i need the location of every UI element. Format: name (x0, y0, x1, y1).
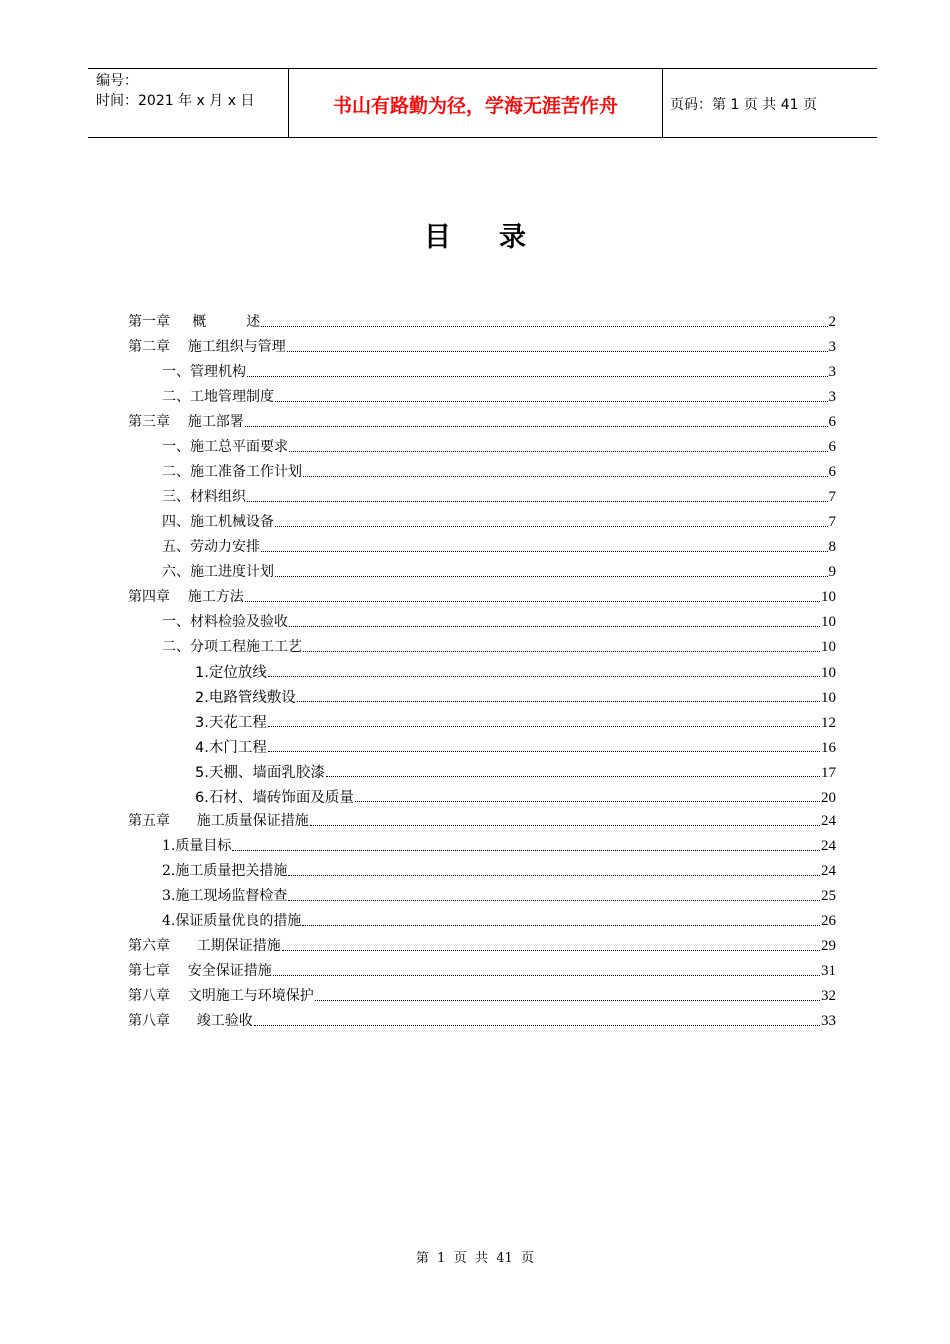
toc-entry-label: 第二章 施工组织与管理 (128, 339, 286, 355)
toc-entry-page: 6 (828, 464, 836, 480)
toc-entry-label: 5.天棚、墙面乳胶漆 (195, 765, 325, 781)
page-title: 目录 (424, 222, 574, 253)
toc-entry-chapter-8[interactable] (128, 985, 836, 1007)
header-page-cell (662, 69, 877, 137)
toc-entry-page: 32 (821, 988, 836, 1004)
toc-entry-section[interactable] (162, 561, 836, 583)
toc-entry-subsection[interactable] (195, 786, 836, 808)
toc-leader-dots (268, 751, 820, 752)
toc-leader-dots (232, 850, 820, 851)
toc-entry-label: 四、施工机械设备 (162, 514, 274, 530)
toc-leader-dots (326, 776, 820, 777)
toc-leader-dots (303, 476, 828, 477)
toc-entry-section[interactable] (162, 885, 836, 907)
document-number-label: 编号： (96, 73, 138, 89)
toc-entry-section[interactable] (162, 361, 836, 383)
toc-entry-label: 一、材料检验及验收 (162, 614, 288, 630)
toc-leader-dots (247, 376, 828, 377)
toc-entry-chapter-4[interactable] (128, 586, 836, 608)
toc-entry-page: 33 (821, 1013, 836, 1029)
toc-leader-dots (275, 576, 828, 577)
toc-entry-page: 10 (821, 690, 836, 706)
toc-entry-page: 7 (828, 489, 836, 505)
toc-entry-page: 10 (821, 614, 836, 630)
toc-entry-subsection[interactable] (195, 711, 836, 733)
toc-leader-dots (247, 501, 828, 502)
toc-entry-section[interactable] (162, 386, 836, 408)
toc-entry-subsection[interactable] (195, 686, 836, 708)
header-motto-cell (288, 69, 663, 137)
toc-entry-label: 6.石材、墙砖饰面及质量 (195, 790, 354, 806)
toc-entry-label: 二、工地管理制度 (162, 389, 274, 405)
toc-entry-label: 第七章 安全保证措施 (128, 963, 272, 979)
toc-entry-label: 1.质量目标 (162, 838, 232, 854)
toc-entry-label: 第八章 文明施工与环境保护 (128, 988, 314, 1004)
toc-entry-label: 一、施工总平面要求 (162, 439, 288, 455)
toc-entry-subsection[interactable] (195, 761, 836, 783)
toc-leader-dots (268, 726, 820, 727)
toc-entry-chapter-2[interactable] (128, 336, 836, 358)
toc-entry-page: 3 (828, 339, 836, 355)
toc-entry-chapter-7[interactable] (128, 960, 836, 982)
toc-entry-section[interactable] (162, 636, 836, 658)
toc-entry-page: 24 (821, 813, 836, 829)
toc-entry-chapter-6[interactable] (128, 935, 836, 957)
toc-entry-page: 20 (821, 790, 836, 806)
toc-leader-dots (245, 426, 828, 427)
toc-leader-dots (282, 950, 820, 951)
document-date-label: 时间：2021 年 x 月 x 日 (96, 93, 255, 109)
toc-entry-label: 2.施工质量把关措施 (162, 863, 288, 879)
toc-entry-page: 17 (821, 765, 836, 781)
toc-leader-dots (302, 925, 820, 926)
toc-leader-dots (289, 451, 828, 452)
toc-entry-label: 3.天花工程 (195, 715, 267, 731)
toc-entry-label: 二、分项工程施工工艺 (162, 639, 302, 655)
toc-leader-dots (303, 651, 820, 652)
toc-entry-label: 第一章 概 述 (128, 314, 261, 330)
toc-leader-dots (288, 875, 820, 876)
toc-entry-chapter-1[interactable] (128, 311, 836, 333)
toc-entry-section[interactable] (162, 611, 836, 633)
toc-entry-page: 7 (828, 514, 836, 530)
toc-leader-dots (288, 900, 820, 901)
toc-leader-dots (315, 1000, 820, 1001)
toc-entry-label: 第八章 竣工验收 (128, 1013, 253, 1029)
header-page-info: 页码：第 1 页 共 41 页 (670, 97, 817, 113)
toc-leader-dots (254, 1025, 820, 1026)
toc-entry-page: 24 (821, 838, 836, 854)
toc-entry-page: 29 (821, 938, 836, 954)
toc-entry-label: 第五章 施工质量保证措施 (128, 813, 309, 829)
toc-leader-dots (275, 526, 828, 527)
toc-entry-page: 10 (821, 665, 836, 681)
toc-leader-dots (289, 626, 820, 627)
page-footer: 第 1 页 共 41 页 (415, 1251, 535, 1266)
toc-entry-page: 26 (821, 913, 836, 929)
toc-entry-subsection[interactable] (195, 736, 836, 758)
toc-entry-page: 6 (828, 439, 836, 455)
toc-entry-label: 二、施工准备工作计划 (162, 464, 302, 480)
toc-leader-dots (310, 825, 820, 826)
toc-entry-label: 4.木门工程 (195, 740, 267, 756)
toc-entry-label: 第三章 施工部署 (128, 414, 244, 430)
toc-leader-dots (287, 351, 828, 352)
toc-entry-page: 24 (821, 863, 836, 879)
toc-entry-section[interactable] (162, 436, 836, 458)
toc-entry-chapter-8b[interactable] (128, 1010, 836, 1032)
toc-entry-section[interactable] (162, 860, 836, 882)
header-motto: 书山有路勤为径，学海无涯苦作舟 (332, 95, 618, 117)
toc-entry-page: 25 (821, 888, 836, 904)
toc-entry-page: 2 (828, 314, 836, 330)
toc-entry-label: 一、管理机构 (162, 364, 246, 380)
toc-entry-label: 2.电路管线敷设 (195, 690, 296, 706)
toc-entry-section[interactable] (162, 511, 836, 533)
toc-entry-page: 12 (821, 715, 836, 731)
toc-entry-chapter-5[interactable] (128, 810, 836, 832)
toc-leader-dots (297, 701, 820, 702)
toc-entry-page: 16 (821, 740, 836, 756)
toc-entry-label: 六、施工进度计划 (162, 564, 274, 580)
toc-entry-label: 第六章 工期保证措施 (128, 938, 281, 954)
toc-leader-dots (275, 401, 828, 402)
toc-leader-dots (355, 801, 820, 802)
toc-entry-label: 1.定位放线 (195, 665, 267, 681)
toc-entry-page: 3 (828, 364, 836, 380)
toc-entry-section[interactable] (162, 461, 836, 483)
toc-entry-label: 4.保证质量优良的措施 (162, 913, 302, 929)
toc-leader-dots (245, 601, 820, 602)
toc-entry-page: 10 (821, 639, 836, 655)
toc-entry-label: 三、材料组织 (162, 489, 246, 505)
toc-entry-page: 9 (828, 564, 836, 580)
toc-leader-dots (268, 676, 820, 677)
toc-leader-dots (261, 326, 827, 327)
toc-entry-section[interactable] (162, 835, 836, 857)
toc-entry-section[interactable] (162, 486, 836, 508)
toc-entry-section[interactable] (162, 910, 836, 932)
toc-leader-dots (261, 551, 828, 552)
toc-entry-section[interactable] (162, 536, 836, 558)
toc-entry-page: 3 (828, 389, 836, 405)
toc-entry-page: 31 (821, 963, 836, 979)
toc-entry-label: 第四章 施工方法 (128, 589, 244, 605)
toc-entry-page: 8 (828, 539, 836, 555)
header-left-cell (88, 69, 288, 137)
page-header (88, 68, 877, 138)
toc-entry-chapter-3[interactable] (128, 411, 836, 433)
toc-entry-label: 五、劳动力安排 (162, 539, 260, 555)
toc-entry-page: 6 (828, 414, 836, 430)
toc-entry-subsection[interactable] (195, 661, 836, 683)
toc-entry-label: 3.施工现场监督检查 (162, 888, 288, 904)
toc-leader-dots (273, 975, 820, 976)
toc-entry-page: 10 (821, 589, 836, 605)
